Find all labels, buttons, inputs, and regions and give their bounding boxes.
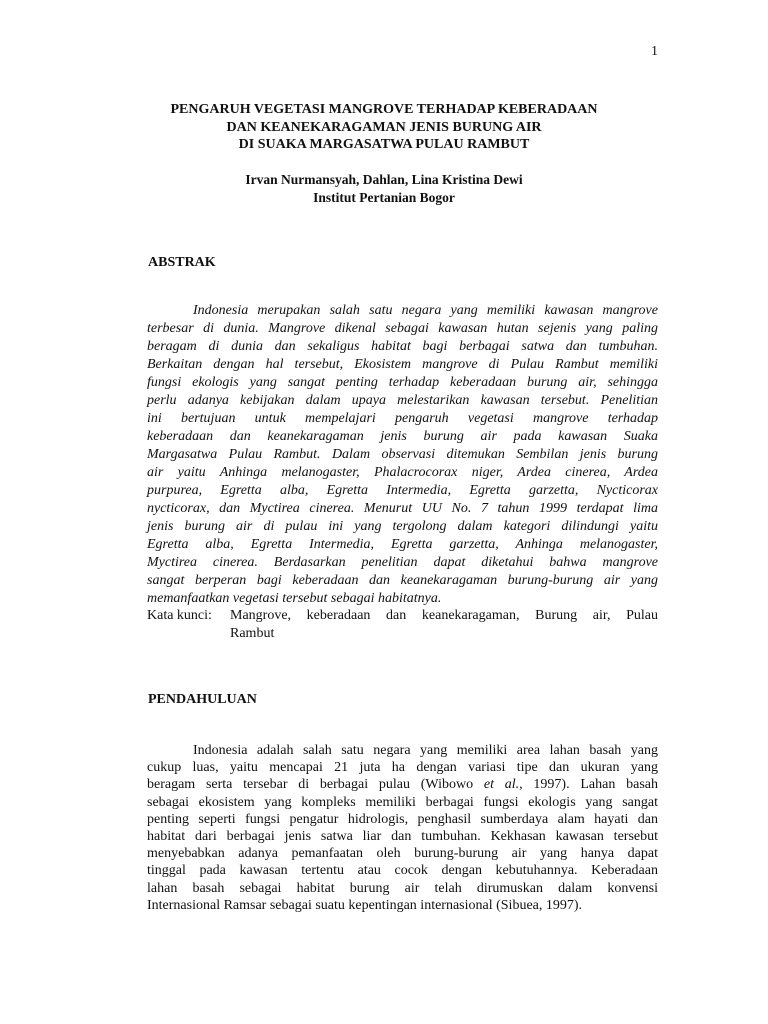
- abstract-line: Margasatwa Pulau Rambut. Dalam observasi ditemukan Sembilan jenis burung: [147, 447, 658, 462]
- abstract-line: air yaitu Anhinga melanogaster, Phalacrocorax niger, Ardea cinerea, Ardea: [147, 465, 658, 480]
- title-line: PENGARUH VEGETASI MANGROVE TERHADAP KEBERADAAN: [170, 102, 598, 117]
- abstract-line: purpurea, Egretta alba, Egretta Intermedia, Egretta garzetta, Nycticorax: [147, 483, 658, 498]
- citation-etal: et al.,: [483, 777, 523, 793]
- title-line: DI SUAKA MARGASATWA PULAU RAMBUT: [238, 137, 530, 152]
- paragraph-line: Indonesia adalah salah satu negara yang memiliki area lahan basah yang: [193, 743, 658, 758]
- title-line: DAN KEANEKARAGAMAN JENIS BURUNG AIR: [226, 119, 542, 135]
- paragraph-line: cukup luas, yaitu mencapai 21 juta ha dengan variasi tipe dan ukuran yang: [147, 760, 658, 776]
- keywords-label: Kata kunci:: [147, 608, 212, 623]
- paragraph-line: [147, 776, 658, 793]
- keywords-value-continued: Rambut: [230, 626, 275, 641]
- introduction-heading: PENDAHULUAN: [148, 692, 257, 707]
- abstract-body: [147, 302, 658, 608]
- keywords: [147, 607, 658, 643]
- author-block: [0, 171, 768, 207]
- abstract-line: Myctirea cinerea. Berdasarkan penelitian dapat diketahui bahwa mangrove: [147, 555, 658, 570]
- paragraph-line: penting seperti fungsi pengatur hidrologis, penghasil sumberdaya alam hayati dan: [147, 811, 658, 827]
- paragraph-line: lahan basah sebagai habitat burung air telah dirumuskan dalam konvensi: [147, 880, 658, 896]
- page-number: 1: [651, 44, 658, 59]
- abstract-line: beragam di dunia dan sekaligus habitat bagi berbagai satwa dan tumbuhan.: [147, 339, 658, 354]
- abstract-line: Berkaitan dengan hal tersebut, Ekosistem mangrove di Pulau Rambut memiliki: [147, 357, 658, 372]
- abstract-line: keberadaan dan keanekaragaman jenis burung air pada kawasan Suaka: [147, 429, 658, 444]
- abstract-line: Egretta alba, Egretta Intermedia, Egretta garzetta, Anhinga melanogaster,: [147, 537, 658, 552]
- abstract-line: perlu adanya kebijakan dalam upaya melestarikan kawasan tersebut. Penelitian: [147, 393, 658, 408]
- paper-title: [0, 101, 768, 154]
- abstract-line: fungsi ekologis yang sangat penting terhadap keberadaan burung air, sehingga: [147, 375, 658, 390]
- abstract-line: terbesar di dunia. Mangrove dikenal sebagai kawasan hutan sejenis yang paling: [147, 321, 658, 336]
- institution: Institut Pertanian Bogor: [313, 190, 455, 205]
- abstract-line: jenis burung air di pulau ini yang tergolong dalam kategori dilindungi yaitu: [147, 519, 658, 534]
- abstract-heading: ABSTRAK: [148, 255, 216, 270]
- abstract-line: ini bertujuan untuk mempelajari pengaruh vegetasi mangrove terhadap: [147, 411, 658, 426]
- paragraph-line: tinggal pada kawasan tertentu atau cocok dengan kebutuhannya. Keberadaan: [147, 863, 658, 879]
- line-segment: beragam serta tersebar di berbagai pulau (Wibowo: [147, 777, 484, 793]
- abstract-line: sangat berperan bagi keberadaan dan keanekaragaman burung-burung air yang: [147, 573, 658, 588]
- line-segment: 1997). Lahan basah: [522, 777, 658, 793]
- abstract-line: memanfaatkan vegetasi tersebut sebagai habitatnya.: [147, 591, 442, 606]
- paragraph-line: habitat dari berbagai jenis satwa liar dan tumbuhan. Kekhasan kawasan tersebut: [147, 829, 658, 845]
- paragraph-line: Internasional Ramsar sebagai suatu kepentingan internasional (Sibuea, 1997).: [147, 897, 583, 913]
- keywords-value: Mangrove, keberadaan dan keanekaragaman, Burung air, Pulau: [230, 608, 658, 623]
- paragraph-line: menyebabkan adanya pemanfaatan oleh burung-burung air yang hanya dapat: [147, 846, 658, 862]
- paragraph-line: sebagai ekosistem yang kompleks memiliki berbagai fungsi ekologis yang sangat: [147, 794, 658, 810]
- introduction-body: [147, 742, 658, 914]
- abstract-line: Indonesia merupakan salah satu negara yang memiliki kawasan mangrove: [193, 303, 658, 318]
- authors: Irvan Nurmansyah, Dahlan, Lina Kristina Dewi: [245, 172, 523, 187]
- abstract-line: nycticorax, dan Myctirea cinerea. Menurut UU No. 7 tahun 1999 terdapat lima: [147, 501, 658, 516]
